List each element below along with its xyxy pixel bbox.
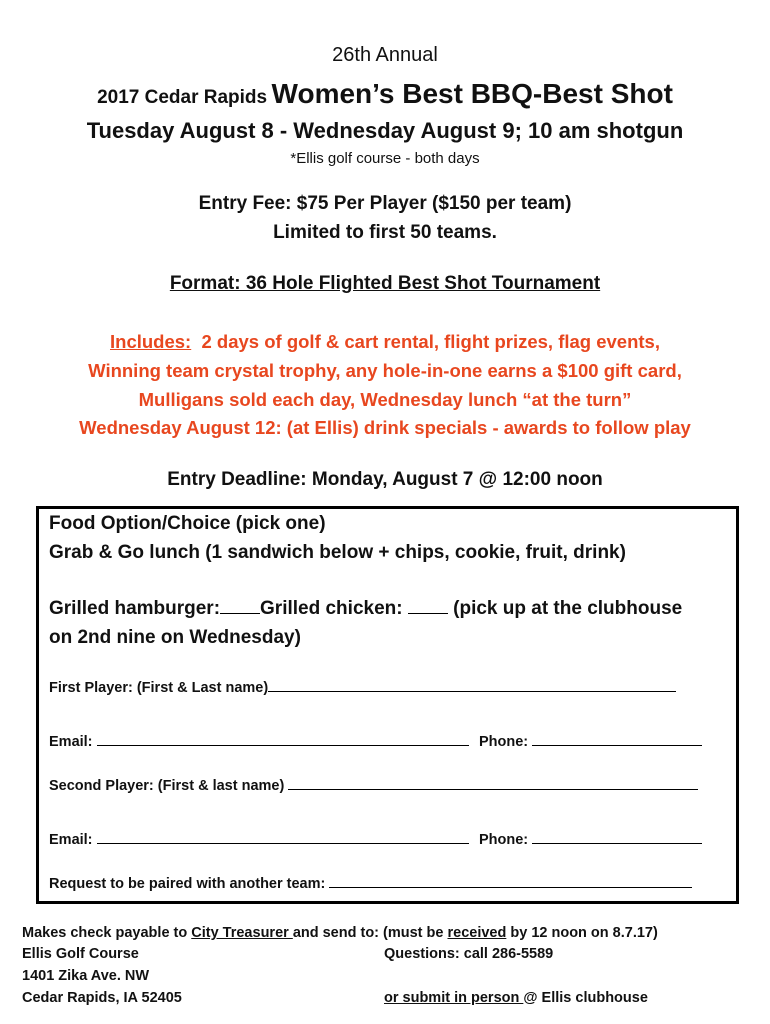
phone-label: Phone: <box>479 832 529 848</box>
questions-phone: Questions: call 286-5589 <box>384 946 554 962</box>
second-player-label: Second Player: (First & last name) <box>49 778 285 794</box>
includes-line-2: Winning team crystal trophy, any hole-in-one earns a $100 gift card, <box>88 360 682 381</box>
first-player-label: First Player: (First & Last name) <box>49 680 269 696</box>
grill-note: (pick up at the clubhouse <box>453 598 683 619</box>
mail-org: Ellis Golf Course <box>22 946 139 962</box>
hamburger-blank[interactable] <box>220 599 260 614</box>
title-main: Women’s Best BBQ-Best Shot <box>271 78 673 109</box>
entry-deadline: Entry Deadline: Monday, August 7 @ 12:00 noon <box>167 469 603 490</box>
pair-request-field[interactable] <box>329 873 692 888</box>
second-player-field[interactable] <box>288 775 698 790</box>
mail-city: Cedar Rapids, IA 52405 <box>22 990 182 1006</box>
annual-label: 26th Annual <box>332 44 438 66</box>
payment-instructions <box>22 925 658 941</box>
second-phone-field[interactable] <box>532 829 702 844</box>
phone-label: Phone: <box>479 734 529 750</box>
first-player-row <box>49 677 676 696</box>
chicken-blank[interactable] <box>408 599 448 614</box>
includes-line-4: Wednesday August 12: (at Ellis) drink specials - awards to follow play <box>79 417 691 438</box>
title-prefix: 2017 Cedar Rapids <box>97 87 268 108</box>
team-limit: Limited to first 50 teams. <box>273 222 497 243</box>
second-phone-group <box>479 829 702 848</box>
pair-request-label: Request to be paired with another team: <box>49 876 326 892</box>
second-email-field[interactable] <box>97 829 469 844</box>
grill-choice-row <box>49 598 682 620</box>
includes-label: Includes: <box>110 331 192 352</box>
event-dates: Tuesday August 8 - Wednesday August 9; 10 am shotgun <box>86 118 684 143</box>
entry-form <box>36 506 739 904</box>
includes-line-3: Mulligans sold each day, Wednesday lunch “at the turn” <box>138 389 632 410</box>
first-player-field[interactable] <box>268 677 676 692</box>
page-title <box>0 78 770 110</box>
includes-line-1-text: 2 days of golf & cart rental, flight prizes, flag events, <box>191 331 660 352</box>
payable-to: City Treasurer <box>191 925 293 941</box>
format-line: Format: 36 Hole Flighted Best Shot Tournament <box>169 273 601 294</box>
food-title: Food Option/Choice (pick one) <box>49 513 326 534</box>
grill-note-2: on 2nd nine on Wednesday) <box>49 627 301 648</box>
first-email-row <box>49 731 729 750</box>
includes-line-1 <box>0 331 770 353</box>
mail-deadline: by 12 noon on 8.7.17) <box>506 925 658 941</box>
submit-prefix: or submit in person <box>384 990 524 1006</box>
submit-suffix: @ Ellis clubhouse <box>523 990 648 1006</box>
mail-address: 1401 Zika Ave. NW <box>22 968 150 984</box>
food-description: Grab & Go lunch (1 sandwich below + chips, cookie, fruit, drink) <box>49 542 626 563</box>
first-phone-field[interactable] <box>532 731 702 746</box>
payable-prefix: Makes check payable to <box>22 925 192 941</box>
entry-fee: Entry Fee: $75 Per Player ($150 per team) <box>198 193 572 214</box>
first-email-field[interactable] <box>97 731 469 746</box>
send-to: and send to: (must be <box>292 925 448 941</box>
course-note: *Ellis golf course - both days <box>290 150 480 167</box>
pair-request-row <box>49 873 692 892</box>
hamburger-label: Grilled hamburger: <box>49 598 221 619</box>
first-phone-group <box>479 731 702 750</box>
email-label: Email: <box>49 832 93 848</box>
email-label: Email: <box>49 734 93 750</box>
second-email-row <box>49 829 729 848</box>
submit-in-person <box>384 990 648 1006</box>
second-player-row <box>49 775 698 794</box>
chicken-label: Grilled chicken: <box>260 598 403 619</box>
received-word: received <box>447 925 507 941</box>
